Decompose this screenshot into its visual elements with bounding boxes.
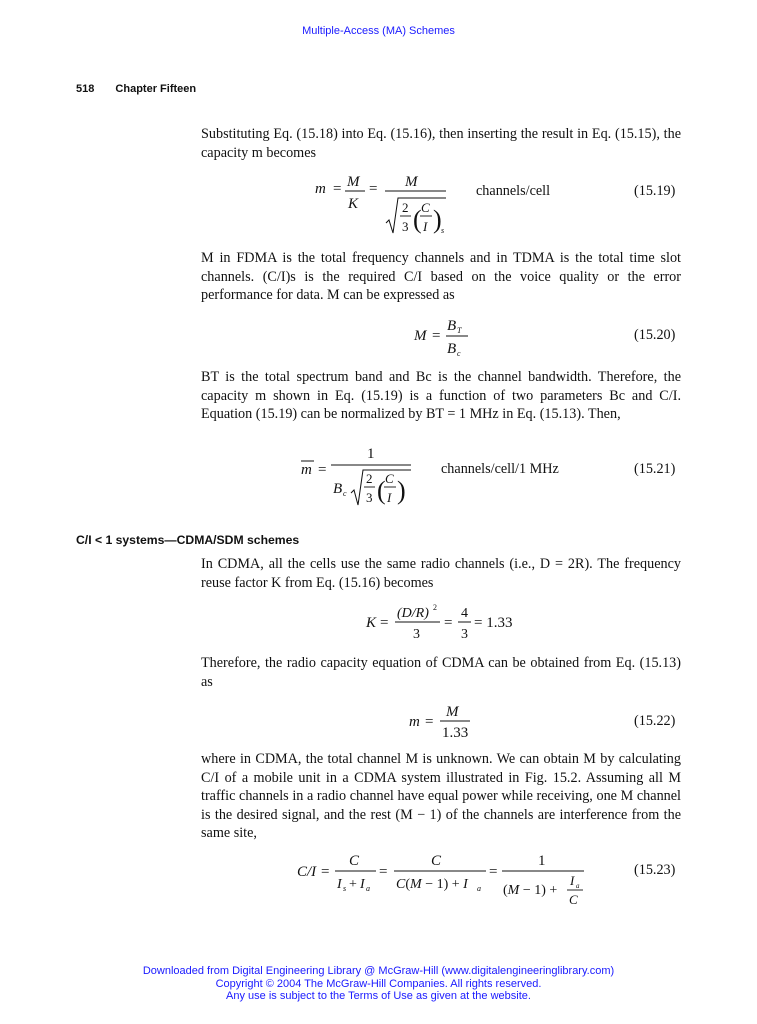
eq23-C2: C xyxy=(431,853,442,869)
eq19-eq1: = xyxy=(333,181,342,197)
eq20-number: (15.20) xyxy=(634,327,676,343)
eq23-number: (15.23) xyxy=(634,862,676,878)
eq23-a1: a xyxy=(366,884,370,893)
eq23-eq1: = xyxy=(321,864,330,880)
eq22-133: 1.33 xyxy=(442,725,469,741)
eq23-plus1: + xyxy=(349,877,357,892)
eq21-lparen: ( xyxy=(377,476,386,505)
eq21-rparen: ) xyxy=(397,476,406,505)
eq21-2: 2 xyxy=(366,471,373,486)
eq23-s1: s xyxy=(343,884,347,893)
eq21-unit: channels/cell/1 MHz xyxy=(441,461,559,477)
eq20-c: c xyxy=(457,349,461,358)
eq23-eq3: = xyxy=(489,864,498,880)
eqk-sq: 2 xyxy=(433,603,437,612)
eq22-eq: = xyxy=(425,714,434,730)
eq19-unit: channels/cell xyxy=(476,183,551,199)
eq21-c: c xyxy=(343,489,347,498)
eq19-eq2: = xyxy=(369,181,378,197)
eq23-C1: C xyxy=(349,853,360,869)
eq23-M1: (M − 1) + xyxy=(503,883,558,898)
equation-k xyxy=(360,600,520,644)
footer xyxy=(0,965,757,1003)
eq23-CI: C/I xyxy=(297,864,317,880)
footer-line-2: Copyright © 2004 The McGraw-Hill Companies. All rights reserved. xyxy=(215,977,542,990)
equation-15-22 xyxy=(400,700,480,742)
eq19-lparen: ( xyxy=(413,205,422,234)
eq23-I2: I xyxy=(360,877,365,892)
eq22-number: (15.22) xyxy=(634,713,676,729)
equation-15-20 xyxy=(405,313,485,359)
chapter-title: Chapter Fifteen xyxy=(115,83,197,95)
equation-15-21 xyxy=(295,443,425,509)
eq19-2: 2 xyxy=(402,200,409,215)
eq21-B: B xyxy=(333,481,343,497)
eq23-Ia: I xyxy=(570,873,575,888)
eq21-3: 3 xyxy=(366,490,373,505)
eqk-4: 4 xyxy=(461,606,468,621)
eq23-eq2: = xyxy=(379,864,388,880)
eq21-number: (15.21) xyxy=(634,461,676,477)
footer-line-1[interactable]: Downloaded from Digital Engineering Library @ McGraw-Hill (www.digitalengineeringlibrary.com) xyxy=(142,965,615,977)
eq19-s: s xyxy=(441,226,445,235)
eq21-I: I xyxy=(387,490,392,505)
eq21-C: C xyxy=(385,471,394,486)
eq19-K: K xyxy=(348,196,359,212)
eq23-CM: C(M − 1) + I xyxy=(396,877,468,892)
eqk-DR: (D/R) xyxy=(397,606,429,621)
paragraph-1: Substituting Eq. (15.18) into Eq. (15.16), then inserting the result in Eq. (15.15), the capacity m becomes xyxy=(201,126,681,161)
paragraph-5: Therefore, the radio capacity equation of CDMA can be obtained from Eq. (15.13) as xyxy=(201,655,681,690)
eq21-eq: = xyxy=(318,462,327,478)
running-head: Multiple-Access (MA) Schemes xyxy=(302,25,455,37)
paragraph-2: M in FDMA is the total frequency channels and in TDMA is the total time slot channels. (C/I)s is the required C/I based on the voice quality or the error performance for data. M can be expressed as xyxy=(201,250,681,304)
eq23-a2: a xyxy=(477,884,481,893)
eqk-result: = 1.33 xyxy=(474,615,513,631)
eq19-m: m xyxy=(315,181,326,197)
eq20-B1: B xyxy=(447,318,457,334)
eq20-B2: B xyxy=(447,341,457,357)
eq19-M2: M xyxy=(405,174,418,190)
eq19-C: C xyxy=(421,200,430,215)
eq21-one: 1 xyxy=(367,446,375,462)
paragraph-4: In CDMA, all the cells use the same radio channels (i.e., D = 2R). The frequency reuse factor K from Eq. (15.16) becomes xyxy=(201,556,681,591)
eqk-eq2: = xyxy=(444,615,453,631)
eq23-one: 1 xyxy=(538,853,546,869)
paragraph-3: BT is the total spectrum band and Bc is the channel bandwidth. Therefore, the capacity m shown in Eq. (15.19) is a function of two parameters Bc and C/I. Equation (15.19) can be normalized by BT = 1 MHz in Eq. (15.13). Then, xyxy=(201,369,681,423)
eq19-M1: M xyxy=(347,174,360,190)
eq19-I: I xyxy=(423,219,428,234)
page-header xyxy=(76,83,196,95)
equation-15-23 xyxy=(290,846,590,910)
eq19-rparen: ) xyxy=(433,205,442,234)
eq23-C3: C xyxy=(569,892,578,907)
paragraph-6: where in CDMA, the total channel M is unknown. We can obtain M by calculating C/I of a mobile unit in a CDMA system illustrated in Fig. 15.2. Assuming all M traffic channels in a radio channel have equal power while receiving, one M channel is the desired signal, and the rest (M − 1) of the channels are interference from the same site, xyxy=(201,751,681,842)
eq19-3: 3 xyxy=(402,219,409,234)
eqk-3a: 3 xyxy=(413,627,420,642)
eqk-eq1: = xyxy=(380,615,389,631)
section-heading: C/I < 1 systems—CDMA/SDM schemes xyxy=(76,533,300,547)
eqk-3b: 3 xyxy=(461,627,468,642)
page-number: 518 xyxy=(76,83,95,95)
eq21-m: m xyxy=(301,462,312,478)
eq19-number: (15.19) xyxy=(634,183,676,199)
eq20-T: T xyxy=(457,326,462,335)
eq23-a3: a xyxy=(576,882,580,890)
footer-line-3[interactable]: Any use is subject to the Terms of Use as given at the website. xyxy=(226,990,531,1002)
eqk-K: K xyxy=(366,615,377,631)
eq20-eq: = xyxy=(432,328,441,344)
eq22-m: m xyxy=(409,714,420,730)
equation-15-19 xyxy=(300,170,540,242)
eq23-I1: I xyxy=(337,877,342,892)
eq22-M: M xyxy=(446,704,459,720)
eq20-M: M xyxy=(414,328,427,344)
